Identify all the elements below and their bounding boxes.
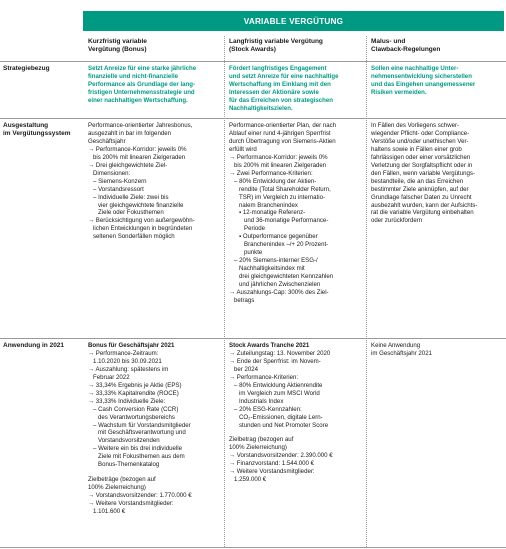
text-line: Performance-orientierter Jahresbonus, (88, 122, 193, 129)
text-line: ber 2024 (234, 365, 259, 373)
text-line: Ablauf einer rund 4-jährigen Sperrfrist (229, 129, 331, 137)
text-line: den Fällen, wenn variable Vergütungs- (371, 169, 475, 177)
text-line: seltenen Sonderfällen möglich (93, 233, 175, 241)
text-line: und setzt Anreize für eine nachhaltige (229, 72, 339, 80)
text-line: lichen Entwicklungen in begründeten (93, 225, 193, 233)
text-line: → Ende der Sperrfrist: im Novem- (229, 357, 321, 365)
row-divider (0, 338, 506, 339)
text-line: finanzielle und nicht-finanzielle (88, 72, 179, 80)
column-header-stock-awards (229, 38, 323, 55)
text-line: → Vorstandsvorsitzender: 1.770.000 € (88, 492, 192, 500)
text-line: des Verantwortungsbereichs (98, 413, 175, 421)
text-line: stunden und Net Promoter Score (239, 421, 329, 429)
text-line: → Auszahlungs-Cap: 300% des Ziel- (229, 289, 329, 297)
text-line: Nachhaltigkeitszielen. (229, 104, 293, 112)
text-line: Fördert langfristiges Engagement (229, 65, 327, 72)
text-line: – Wachstum für Vorstandsmitglieder (93, 421, 191, 429)
design-malus-text (371, 122, 505, 225)
text-line: drei gleichgewichteten Kennzahlen (239, 273, 334, 281)
text-line: → 33,34% Ergebnis je Aktie (EPS) (88, 381, 182, 389)
text-line: Februar 2022 (93, 373, 130, 381)
application-stock-awards-text (229, 342, 364, 484)
section-heading: Bonus für Geschäftsjahr 2021 (88, 342, 175, 349)
text-line: und das Eingehen unangemessener (371, 80, 476, 88)
text-line: – Weitere ein bis drei individuelle (93, 445, 182, 453)
text-line: mit Geschäftsverantwortung und (98, 429, 186, 437)
row-label-line: im Vergütungssystem (3, 130, 71, 138)
spacer (88, 469, 222, 476)
text-line: CO₂-Emissionen, digitale Lern- (239, 413, 323, 421)
design-bonus-text (88, 122, 222, 241)
text-line: – 80% Entwicklung der Aktien- (234, 177, 317, 185)
text-line: bestandteile, die an das Erreichen (371, 177, 464, 185)
column-header-malus-clawback (371, 38, 440, 55)
text-line: – Individuelle Ziele: zwei bis (93, 193, 169, 201)
text-line: → Drei gleichgewichtete Ziel- (88, 161, 168, 169)
text-line: vier gleichgewichtete finanzielle (98, 201, 184, 209)
text-line: – Siemens-Konzern (93, 177, 147, 185)
text-line: punkte (244, 249, 263, 257)
text-line: → Finanzvorstand: 1.544.000 € (229, 460, 315, 468)
text-line: und 36-monatige Performance- (244, 217, 329, 225)
text-line: und jährlichen Zwischenzielen (239, 281, 321, 289)
text-line: Zielbetrag (bezogen auf (229, 436, 294, 444)
column-divider (366, 36, 367, 547)
text-line: nehmensentwicklung sicherstellen (371, 72, 472, 80)
text-line: → 33,33% Kapitalrendite (ROCE) (88, 389, 179, 397)
text-line: → Vorstandsvorsitzender: 2.390.000 € (229, 452, 333, 460)
text-line: einer nachhaltigen Wertschaffung. (88, 96, 188, 104)
column-header-line: Kurzfristig variable (88, 38, 147, 45)
text-line: Performance-orientierter Plan, der nach (229, 122, 337, 129)
text-line: – Vorstandsressort (93, 185, 144, 193)
text-line: 100% Zielerreichung) (229, 444, 287, 452)
column-header-line: Vergütung (Bonus) (88, 46, 147, 54)
text-line: 1.101.600 € (93, 508, 126, 516)
application-malus-text (371, 342, 505, 358)
variable-compensation-banner: VARIABLE VERGÜTUNG (83, 11, 504, 31)
column-divider (224, 36, 225, 547)
strategy-malus-text (371, 65, 505, 97)
row-label-application-2021 (3, 342, 81, 350)
text-line: → Berücksichtigung von außergewöhn- (88, 217, 195, 225)
text-line: rendite (Total Shareholder Return, (239, 185, 331, 193)
text-line: Zielbeträge (bezogen auf (88, 476, 156, 484)
design-stock-awards-text (229, 122, 364, 305)
row-label-strategy (3, 65, 81, 73)
text-line: → Zuteilungstag: 13. November 2020 (229, 349, 331, 357)
row-label-design (3, 122, 81, 139)
column-header-line: Clawback-Regelungen (371, 46, 441, 54)
text-line: → Performance-Zeitraum: (88, 349, 159, 357)
text-line: → Auszahlung: spätestens im (88, 365, 169, 373)
text-line: Ziele oder Fokusthemen (98, 209, 164, 217)
text-line: haltens sowie in Fällen einer grob (371, 145, 462, 153)
row-divider (0, 547, 506, 548)
text-line: Wertschaffung im Einklang mit den (229, 80, 331, 88)
column-header-line: Malus- und (371, 38, 406, 45)
text-line: Grundlage falscher Daten zu Unrecht (371, 193, 472, 201)
text-line: bis 200% mit linearen Zielgeraden (93, 153, 186, 161)
text-line: erfüllt wird (229, 145, 257, 153)
text-line: Industrials Index (239, 397, 284, 405)
text-line: nalem Branchenindex (239, 201, 298, 209)
text-line: 1.259.000 € (234, 476, 267, 484)
text-line: bestimmter Ziele anknüpfen, auf der (371, 185, 469, 193)
text-line: Geschäftsjahr (88, 137, 126, 145)
row-label-line: Anwendung in 2021 (3, 342, 65, 349)
text-line: ▪ Outperformance gegenüber (239, 233, 318, 241)
application-bonus-text (88, 342, 222, 516)
text-line: Verstöße und/oder unethischen Ver- (371, 137, 469, 145)
strategy-bonus-text (88, 65, 222, 105)
text-line: Sollen eine nachhaltige Unter- (371, 65, 459, 72)
text-line: im Geschäftsjahr 2021 (371, 349, 432, 357)
text-line: → Performance-Kriterien: (229, 373, 299, 381)
text-line: → Weitere Vorstandsmitglieder: (229, 468, 315, 476)
text-line: → Performance-Korridor: jeweils 0% (229, 153, 328, 161)
text-line: → Performance-Korridor: jeweils 0% (88, 145, 187, 153)
text-line: für das Erreichen von strategischen (229, 96, 333, 104)
text-line: durch Übertragung von Siemens-Aktien (229, 137, 336, 145)
text-line: → 33,33% Individuelle Ziele: (88, 397, 166, 405)
spacer (229, 429, 364, 436)
text-line: Vorstandsvorsitzenden (98, 437, 160, 445)
row-label-line: Ausgestaltung (3, 122, 49, 129)
text-line: Ziele mit Fokusthemen aus dem (98, 453, 185, 461)
text-line: Nachhaltigkeitsindex mit (239, 265, 305, 273)
text-line: 100% Zielerreichung) (88, 484, 146, 492)
text-line: TSR) im Vergleich zu internatio- (239, 193, 326, 201)
text-line: bis 200% mit linearen Zielgeraden (234, 161, 327, 169)
strategy-stock-awards-text (229, 65, 364, 113)
text-line: betrags (234, 296, 255, 304)
text-line: fristigen Unternehmensstrategie und (88, 88, 195, 96)
text-line: – 20% Siemens-interner ESG-/ (234, 257, 318, 265)
text-line: ausbezahlt wurden, kann der Aufsichts- (371, 201, 478, 209)
column-header-line: (Stock Awards) (229, 46, 276, 54)
text-line: Verletzung der Sorgfaltspflicht oder in (371, 161, 473, 169)
text-line: – 20% ESG-Kennzahlen: (234, 405, 302, 413)
text-line: Bonus-Themenkatalog (98, 461, 160, 469)
text-line: Interessen der Aktionäre sowie (229, 88, 319, 96)
text-line: rat die variable Vergütung einbehalten (371, 209, 474, 217)
text-line: → Weitere Vorstandsmitglieder: (88, 500, 174, 508)
text-line: → Zwei Performance-Kriterien: (229, 169, 313, 177)
column-header-line: Langfristig variable Vergütung (229, 38, 323, 45)
row-label-line: Strategiebezug (3, 65, 50, 72)
text-line: Branchenindex –/+ 20 Prozent- (244, 241, 329, 249)
text-line: – 80% Entwicklung Aktienrendite (234, 381, 323, 389)
text-line: wiegender Pflicht- oder Compliance- (371, 129, 470, 137)
text-line: ▪ 12-monatige Referenz- (239, 209, 306, 217)
section-heading: Stock Awards Tranche 2021 (229, 342, 310, 349)
text-line: In Fällen des Vorliegens schwer- (371, 122, 460, 129)
text-line: im Vergleich zum MSCI World (239, 389, 320, 397)
text-line: Periode (244, 225, 266, 233)
text-line: 1.10.2020 bis 30.09.2021 (93, 357, 162, 365)
text-line: Performance als Grundlage der lang- (88, 80, 196, 88)
text-line: fahrlässigen oder einer vorsätzlichen (371, 153, 471, 161)
text-line: Dimensionen: (93, 169, 131, 177)
row-divider (0, 61, 506, 62)
text-line: Keine Anwendung (371, 342, 421, 349)
text-line: – Cash Conversion Rate (CCR) (93, 405, 179, 413)
text-line: oder zurückfordern (371, 217, 423, 225)
row-divider (0, 118, 506, 119)
column-header-bonus (88, 38, 147, 55)
text-line: Risiken vermeiden. (371, 88, 427, 96)
text-line: ausgezahlt in bar im folgenden (88, 129, 171, 137)
text-line: Setzt Anreize für eine starke jährliche (88, 65, 197, 72)
